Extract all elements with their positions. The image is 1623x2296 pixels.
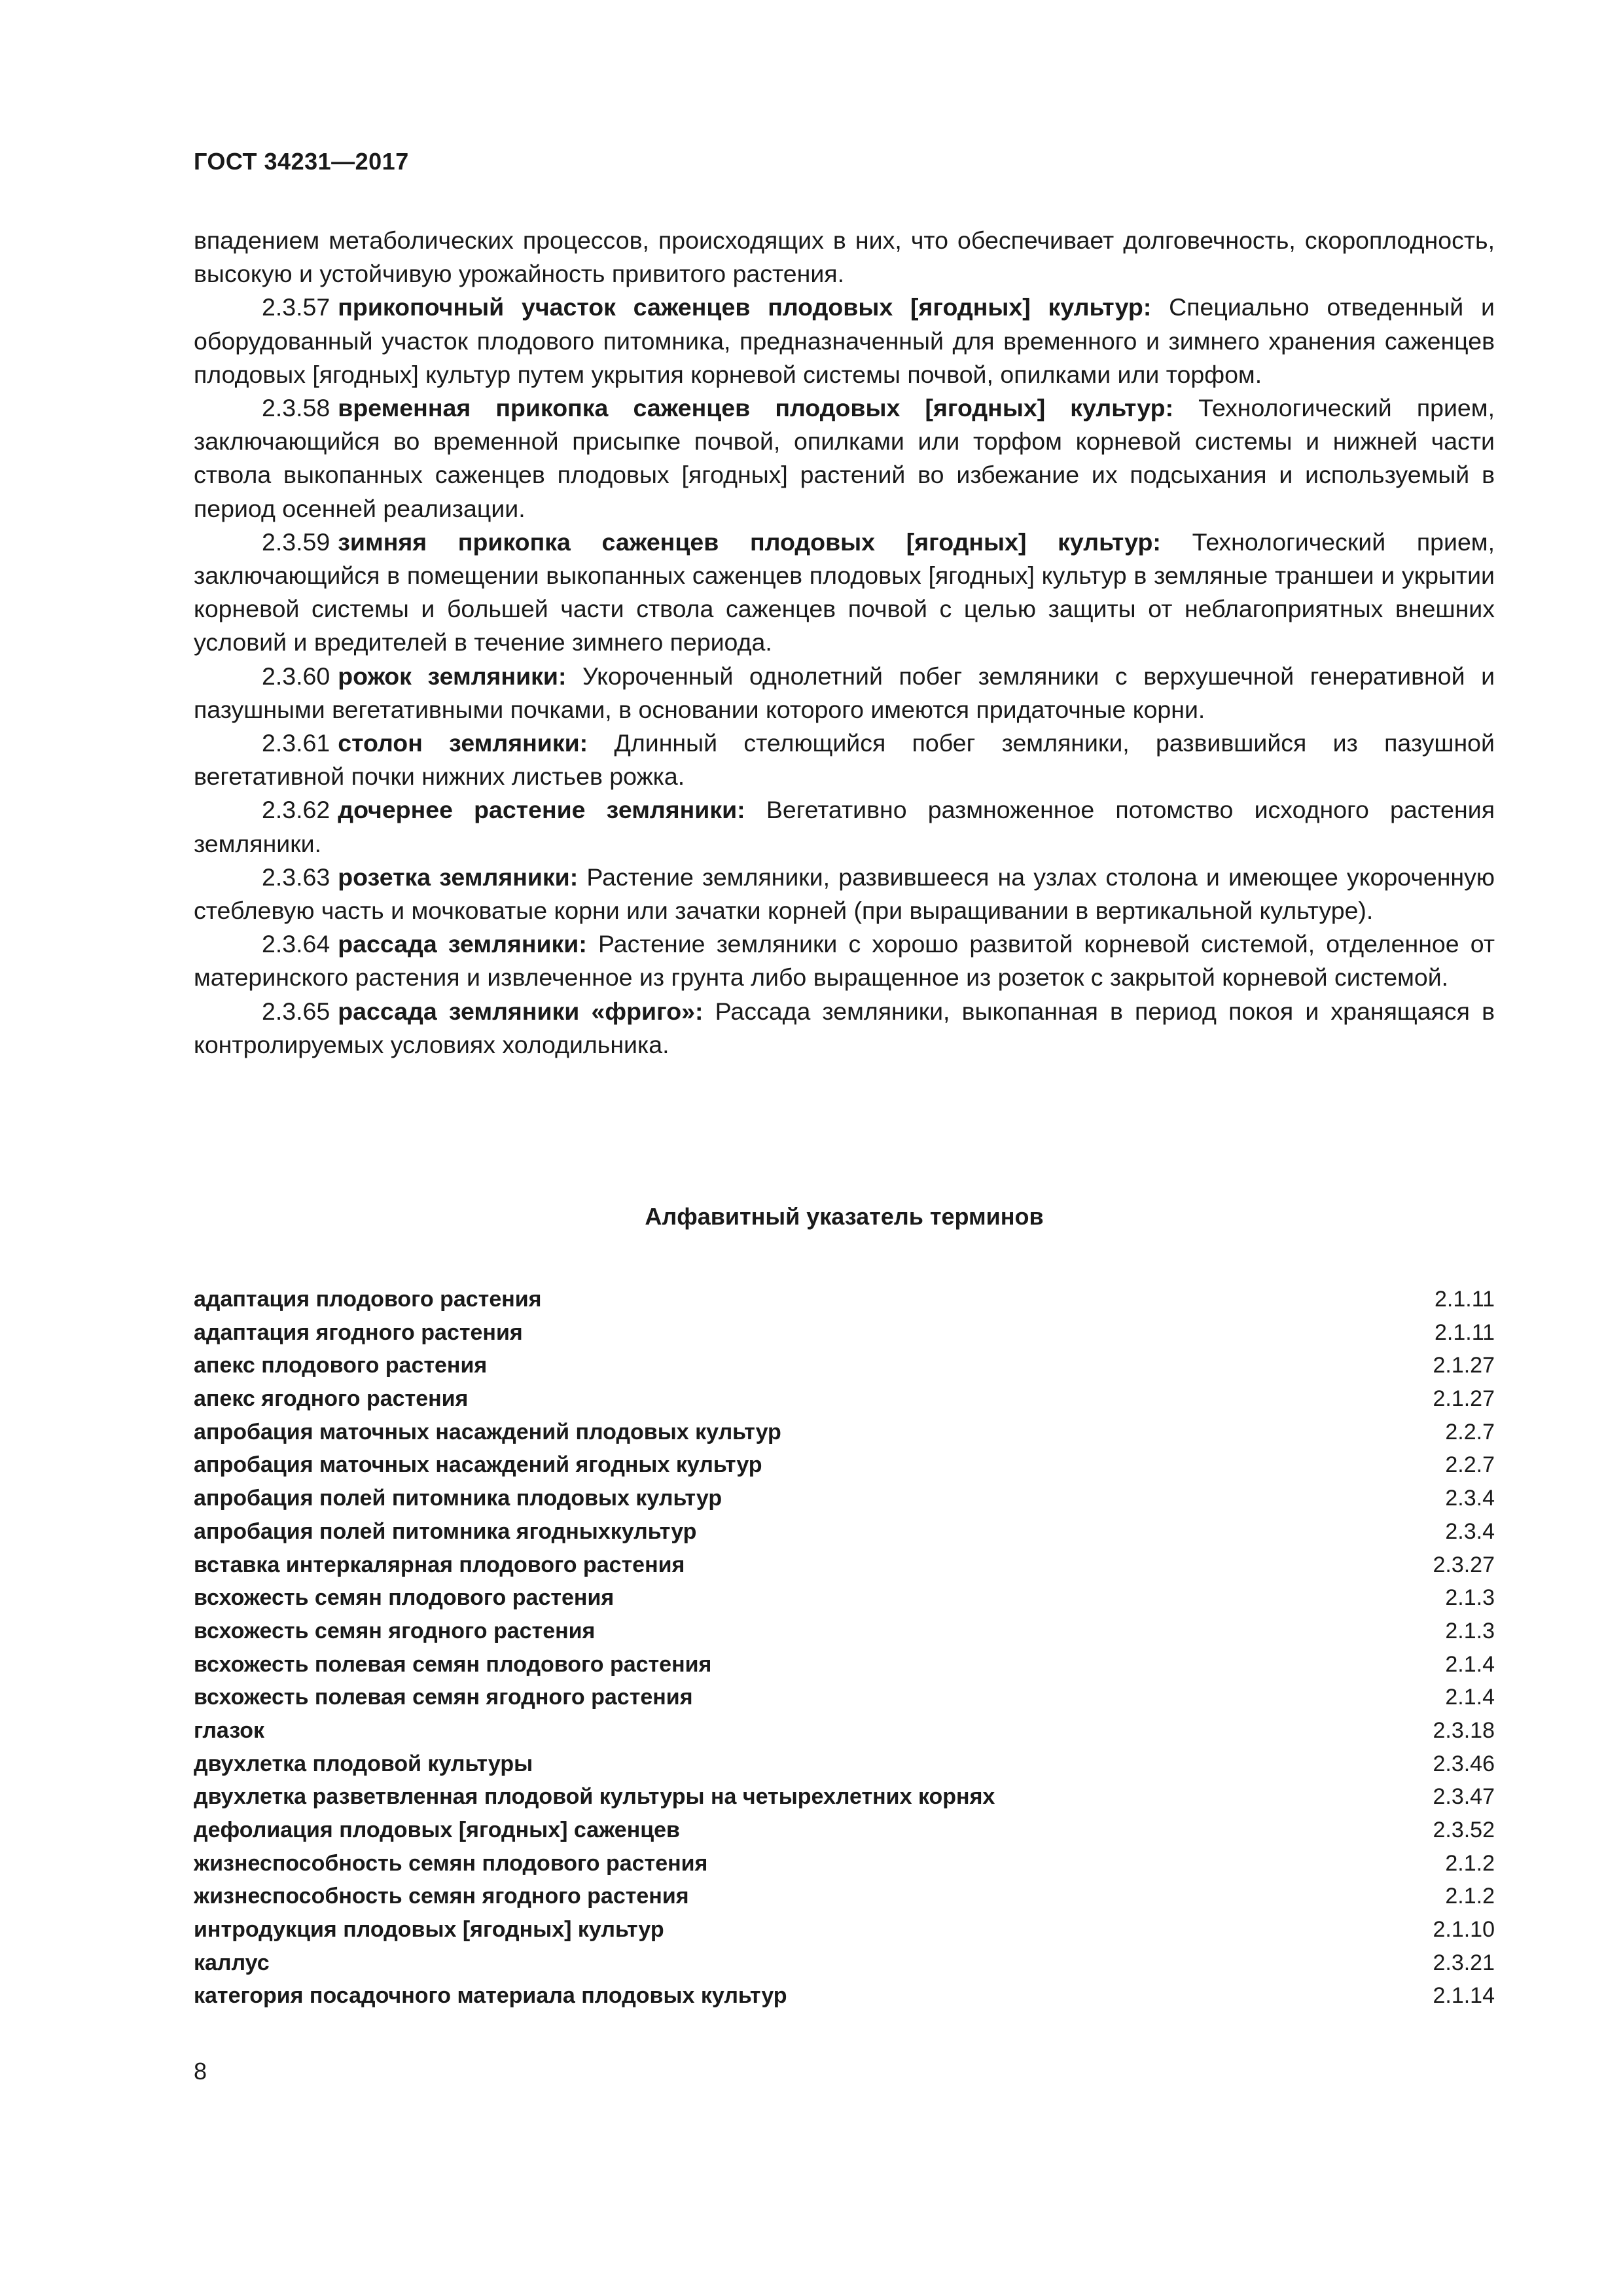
index-reference: 2.1.3 — [1445, 1585, 1495, 1611]
entry-definition: Растение земляники с хорошо развитой корневой системой, отделенное от материнского растения и извлеченное из грунта либо выращенное из розеток с закрытой корневой системой. — [194, 930, 1495, 992]
index-row — [194, 1714, 1495, 1748]
index-row — [194, 1283, 1495, 1316]
index-term: интродукция плодовых [ягодных] культур — [194, 1917, 664, 1943]
index-row — [194, 1946, 1495, 1980]
index-reference: 2.1.11 — [1434, 1287, 1495, 1312]
index-reference: 2.3.4 — [1445, 1486, 1495, 1511]
index-reference: 2.1.14 — [1433, 1983, 1495, 2009]
index-reference: 2.1.27 — [1433, 1386, 1495, 1412]
entry-definition: Растение земляники, развившееся на узлах столона и имеющее укороченную стеблевую часть и мочковатые корни или зачатки корней (при выращивании в вертикальной культуре). — [194, 863, 1495, 925]
entry-definition: Укороченный однолетний побег земляники с верхушечной генеративной и пазушными вегетативными почками, в основании которого имеются придаточные корни. — [194, 662, 1495, 723]
definition-entry — [194, 660, 1495, 726]
entry-number: 2.3.62 — [262, 796, 330, 824]
index-term: адаптация плодового растения — [194, 1287, 542, 1312]
index-list — [194, 1283, 1495, 2013]
entry-definition: Технологический прием, заключающийся во временной присыпке почвой, опилками или торфом корневой системы и нижней части ствола выкопанных саженцев плодовых [ягодных] растений во избежание их подсыхания и используемый в период осенней реализации. — [194, 394, 1495, 522]
index-reference: 2.1.2 — [1445, 1850, 1495, 1876]
index-row — [194, 1615, 1495, 1648]
document-header: ГОСТ 34231—2017 — [194, 148, 409, 175]
index-row — [194, 1515, 1495, 1549]
index-reference: 2.3.18 — [1433, 1717, 1495, 1743]
entry-term: столон земляники: — [338, 729, 588, 757]
index-reference: 2.1.27 — [1433, 1353, 1495, 1378]
index-row — [194, 1880, 1495, 1913]
page-number: 8 — [194, 2058, 207, 2085]
index-term: апробация маточных насаждений плодовых культур — [194, 1419, 781, 1444]
index-reference: 2.2.7 — [1445, 1452, 1495, 1478]
index-row — [194, 1349, 1495, 1382]
index-term: категория посадочного материала плодовых культур — [194, 1983, 787, 2009]
index-row — [194, 1681, 1495, 1714]
index-term: всхожесть полевая семян ягодного растения — [194, 1685, 693, 1710]
index-term: вставка интеркалярная плодового растения — [194, 1552, 685, 1577]
index-title: Алфавитный указатель терминов — [645, 1203, 1044, 1230]
definition-entry — [194, 526, 1495, 660]
index-row — [194, 1847, 1495, 1880]
definition-entry — [194, 291, 1495, 391]
definition-entry — [194, 861, 1495, 927]
index-row — [194, 1549, 1495, 1582]
entry-number: 2.3.64 — [262, 930, 330, 958]
index-term: всхожесть полевая семян плодового растения — [194, 1651, 712, 1677]
entry-term: зимняя прикопка саженцев плодовых [ягодных] культур: — [338, 528, 1161, 556]
definition-entry — [194, 995, 1495, 1062]
index-reference: 2.1.4 — [1445, 1651, 1495, 1677]
definitions-section — [194, 224, 1495, 1062]
index-term: двухлетка разветвленная плодовой культуры на четырехлетних корнях — [194, 1784, 995, 1810]
index-reference: 2.2.7 — [1445, 1419, 1495, 1444]
index-row — [194, 1748, 1495, 1781]
index-row — [194, 1482, 1495, 1515]
entry-number: 2.3.61 — [262, 729, 330, 757]
index-term: каллус — [194, 1950, 270, 1975]
index-reference: 2.3.46 — [1433, 1751, 1495, 1776]
entry-term: рожок земляники: — [338, 662, 567, 690]
entry-definition: Рассада земляники, выкопанная в период покоя и хранящаяся в контролируемых условиях холодильника. — [194, 997, 1495, 1058]
entry-definition: Технологический прием, заключающийся в помещении выкопанных саженцев плодовых [ягодных] культур в земляные траншеи и укрытии корневой системы и большей части ствола саженцев почвой с целью защиты от неблагоприятных внешних условий и вредителей в течение зимнего периода. — [194, 528, 1495, 656]
index-term: жизнеспособность семян ягодного растения — [194, 1884, 689, 1909]
entry-number: 2.3.59 — [262, 528, 330, 556]
index-reference: 2.1.3 — [1445, 1618, 1495, 1643]
index-row — [194, 1382, 1495, 1416]
entry-definition: Специально отведенный и оборудованный участок плодового питомника, предназначенный для временного и зимнего хранения саженцев плодовых [ягодных] культур путем укрытия корневой системы почвой, опилками или торфом. — [194, 293, 1495, 388]
entry-number: 2.3.57 — [262, 293, 330, 321]
index-term: всхожесть семян плодового растения — [194, 1585, 615, 1611]
index-row — [194, 1979, 1495, 2013]
index-reference: 2.3.47 — [1433, 1784, 1495, 1810]
index-term: адаптация ягодного растения — [194, 1319, 523, 1345]
entry-number: 2.3.63 — [262, 863, 330, 891]
definition-entry — [194, 391, 1495, 526]
index-row — [194, 1316, 1495, 1350]
definition-entry — [194, 927, 1495, 994]
index-row — [194, 1448, 1495, 1482]
entry-term: рассада земляники «фриго»: — [338, 997, 704, 1025]
index-term: апекс ягодного растения — [194, 1386, 469, 1412]
index-row — [194, 1780, 1495, 1814]
index-term: апробация полей питомника плодовых культур — [194, 1486, 722, 1511]
index-term: жизнеспособность семян плодового растения — [194, 1850, 708, 1876]
index-term: апробация маточных насаждений ягодных культур — [194, 1452, 762, 1478]
definition-entries — [194, 291, 1495, 1062]
index-row — [194, 1416, 1495, 1449]
index-reference: 2.1.10 — [1433, 1917, 1495, 1943]
index-term: апробация полей питомника ягодныхкультур — [194, 1518, 697, 1544]
entry-term: рассада земляники: — [338, 930, 587, 958]
index-row — [194, 1913, 1495, 1946]
entry-term: розетка земляники: — [338, 863, 579, 891]
index-row — [194, 1581, 1495, 1615]
index-reference: 2.1.11 — [1434, 1319, 1495, 1345]
index-term: апекс плодового растения — [194, 1353, 488, 1378]
index-term: дефолиация плодовых [ягодных] саженцев — [194, 1818, 680, 1842]
index-reference: 2.3.21 — [1433, 1950, 1495, 1975]
entry-number: 2.3.58 — [262, 394, 330, 422]
index-row — [194, 1814, 1495, 1847]
definition-entry — [194, 793, 1495, 860]
index-reference: 2.1.2 — [1445, 1884, 1495, 1909]
continuation-paragraph: впадением метаболических процессов, происходящих в них, что обеспечивает долговечность, скороплодность, высокую и устойчивую урожайность привитого растения. — [194, 226, 1495, 288]
entry-number: 2.3.60 — [262, 662, 330, 690]
entry-definition: Вегетативно размноженное потомство исходного растения земляники. — [194, 796, 1495, 857]
index-reference: 2.1.4 — [1445, 1685, 1495, 1710]
index-reference: 2.3.27 — [1433, 1552, 1495, 1577]
index-row — [194, 1648, 1495, 1681]
index-reference: 2.3.52 — [1433, 1818, 1495, 1842]
index-term: всхожесть семян ягодного растения — [194, 1618, 596, 1643]
index-term: глазок — [194, 1717, 265, 1743]
entry-number: 2.3.65 — [262, 997, 330, 1025]
entry-definition: Длинный стелющийся побег земляники, развившийся из пазушной вегетативной почки нижних листьев рожка. — [194, 729, 1495, 791]
definition-entry — [194, 726, 1495, 793]
entry-term: дочернее растение земляники: — [338, 796, 745, 824]
index-term: двухлетка плодовой культуры — [194, 1751, 533, 1776]
entry-term: прикопочный участок саженцев плодовых [ягодных] культур: — [338, 293, 1152, 321]
entry-term: временная прикопка саженцев плодовых [ягодных] культур: — [338, 394, 1174, 422]
index-reference: 2.3.4 — [1445, 1518, 1495, 1544]
